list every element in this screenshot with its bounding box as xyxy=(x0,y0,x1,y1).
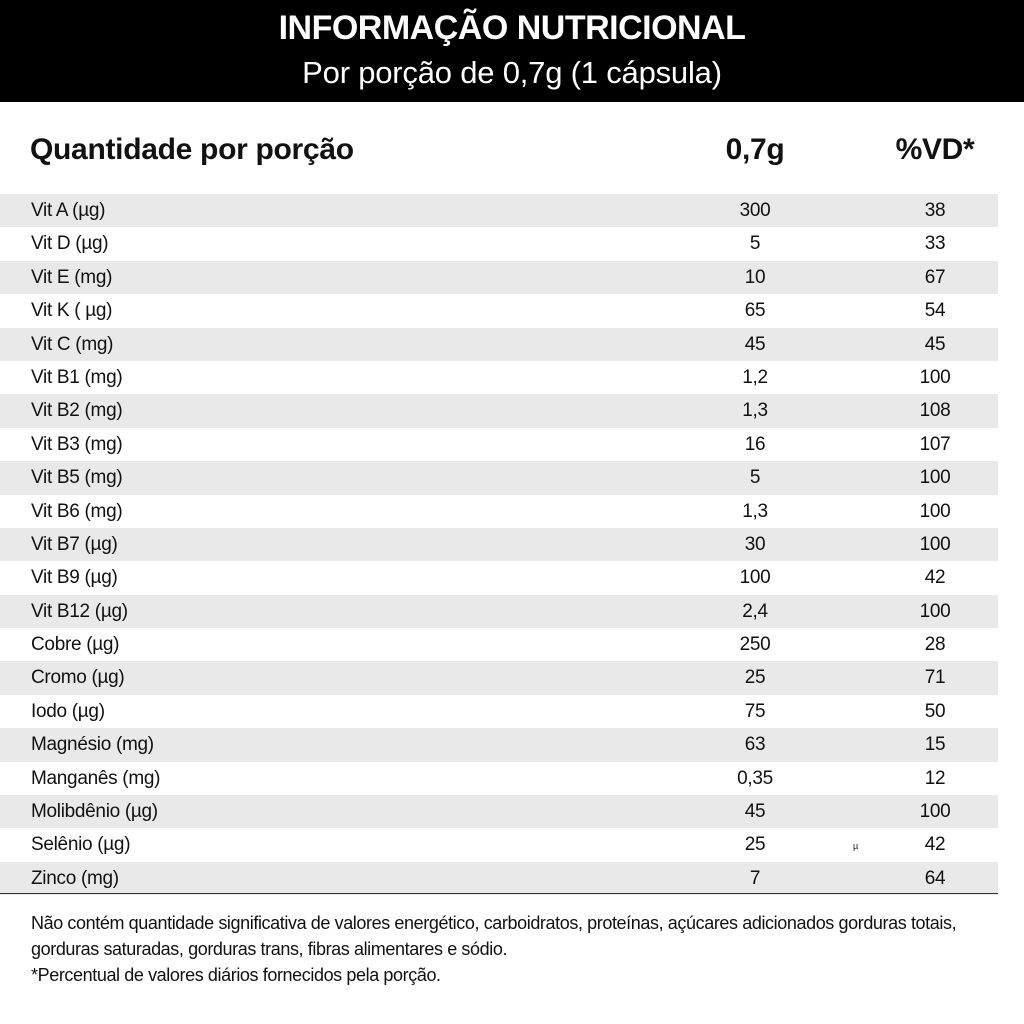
vd-value: 15 xyxy=(924,734,946,756)
vd-value: 71 xyxy=(924,667,946,689)
table-row xyxy=(0,328,998,361)
amount-value: 25 xyxy=(744,667,766,689)
amount-value: 7 xyxy=(749,867,761,889)
nutrient-name: Iodo (µg) xyxy=(31,700,105,722)
nutrient-name: Selênio (µg) xyxy=(31,834,131,856)
stray-mark: µ xyxy=(853,841,858,852)
vd-value: 107 xyxy=(919,433,951,455)
amount-value: 63 xyxy=(744,734,766,756)
nutrient-name: Vit A (µg) xyxy=(31,200,106,221)
amount-value: 1,3 xyxy=(742,400,768,422)
amount-value: 65 xyxy=(744,300,766,322)
vd-value: 28 xyxy=(924,634,946,656)
nutrient-name: Vit B3 (mg) xyxy=(31,433,123,455)
nutrient-name: Vit B7 (µg) xyxy=(31,533,118,555)
nutrient-name: Vit E (mg) xyxy=(31,266,113,288)
vd-value: 42 xyxy=(924,834,946,856)
vd-value: 108 xyxy=(919,400,951,422)
table-row xyxy=(0,528,998,561)
amount-value: 5 xyxy=(749,467,761,489)
nutrient-name: Vit B5 (mg) xyxy=(31,467,123,489)
nutrient-name: Cromo (µg) xyxy=(31,667,125,689)
amount-value: 75 xyxy=(744,700,766,722)
table-row xyxy=(0,695,998,728)
table-row xyxy=(0,194,998,227)
amount-value: 45 xyxy=(744,801,766,823)
table-row xyxy=(0,461,998,494)
amount-value: 5 xyxy=(749,233,761,255)
vd-value: 45 xyxy=(924,333,946,355)
nutrient-name: Cobre (µg) xyxy=(31,634,120,656)
page-subtitle: Por porção de 0,7g (1 cápsula) xyxy=(302,55,722,90)
nutrient-name: Vit D (µg) xyxy=(31,233,109,255)
amount-value: 300 xyxy=(739,200,771,221)
table-row xyxy=(0,628,998,661)
table-row xyxy=(0,495,998,528)
header-banner xyxy=(0,0,1024,102)
table-row xyxy=(0,261,998,294)
amount-value: 1,3 xyxy=(742,500,768,522)
amount-value: 10 xyxy=(744,266,766,288)
table-row xyxy=(0,862,998,895)
nutrient-name: Vit K ( µg) xyxy=(31,300,113,322)
amount-value: 30 xyxy=(744,533,766,555)
amount-value: 0,35 xyxy=(737,767,773,789)
table-row xyxy=(0,728,998,761)
vd-value: 54 xyxy=(924,300,946,322)
column-header-label: Quantidade por porção xyxy=(30,133,354,166)
page-title: INFORMAÇÃO NUTRICIONAL xyxy=(278,9,746,47)
nutrient-name: Manganês (mg) xyxy=(31,767,161,789)
vd-value: 12 xyxy=(924,767,946,789)
amount-value: 250 xyxy=(739,634,771,656)
footer-note: Não contém quantidade significativa de valores energético, carboidratos, proteínas, açúcares adicionados gorduras totais, gorduras saturadas, gorduras trans, fibras alimentares e sódio. xyxy=(31,913,957,959)
nutrient-name: Zinco (mg) xyxy=(31,867,119,889)
table-row xyxy=(0,561,998,594)
table-row xyxy=(0,227,998,260)
amount-value: 2,4 xyxy=(742,600,768,622)
table-row xyxy=(0,394,998,427)
column-header-amount: 0,7g xyxy=(725,133,785,166)
nutrient-name: Magnésio (mg) xyxy=(31,734,154,756)
vd-value: 33 xyxy=(924,233,946,255)
vd-value: 64 xyxy=(924,867,946,889)
vd-value: 100 xyxy=(919,500,951,522)
column-header-vd: %VD* xyxy=(895,133,975,166)
footer-footnote: *Percentual de valores diários fornecidos pela porção. xyxy=(31,965,441,985)
table-row xyxy=(0,795,998,828)
amount-value: 100 xyxy=(739,567,771,589)
amount-value: 45 xyxy=(744,333,766,355)
amount-value: 25 xyxy=(744,834,766,856)
vd-value: 38 xyxy=(924,200,946,221)
vd-value: 100 xyxy=(919,801,951,823)
vd-value: 100 xyxy=(919,366,951,388)
nutrient-name: Vit B2 (mg) xyxy=(31,400,123,422)
table-row xyxy=(0,294,998,327)
table-row xyxy=(0,361,998,394)
amount-value: 16 xyxy=(744,433,766,455)
vd-value: 42 xyxy=(924,567,946,589)
table-row xyxy=(0,428,998,461)
nutrient-name: Vit C (mg) xyxy=(31,333,114,355)
amount-value: 1,2 xyxy=(742,366,768,388)
table-row xyxy=(0,661,998,694)
nutrient-name: Vit B9 (µg) xyxy=(31,567,118,589)
table-row xyxy=(0,762,998,795)
nutrient-name: Molibdênio (µg) xyxy=(31,801,158,823)
nutrition-table xyxy=(0,194,998,895)
footer-notes xyxy=(31,910,981,988)
vd-value: 100 xyxy=(919,533,951,555)
vd-value: 50 xyxy=(924,700,946,722)
vd-value: 100 xyxy=(919,467,951,489)
nutrient-name: Vit B12 (µg) xyxy=(31,600,128,622)
nutrient-name: Vit B6 (mg) xyxy=(31,500,123,522)
table-row xyxy=(0,828,998,861)
vd-value: 67 xyxy=(924,266,946,288)
table-bottom-rule xyxy=(0,893,998,894)
nutrient-name: Vit B1 (mg) xyxy=(31,366,123,388)
vd-value: 100 xyxy=(919,600,951,622)
table-row xyxy=(0,595,998,628)
